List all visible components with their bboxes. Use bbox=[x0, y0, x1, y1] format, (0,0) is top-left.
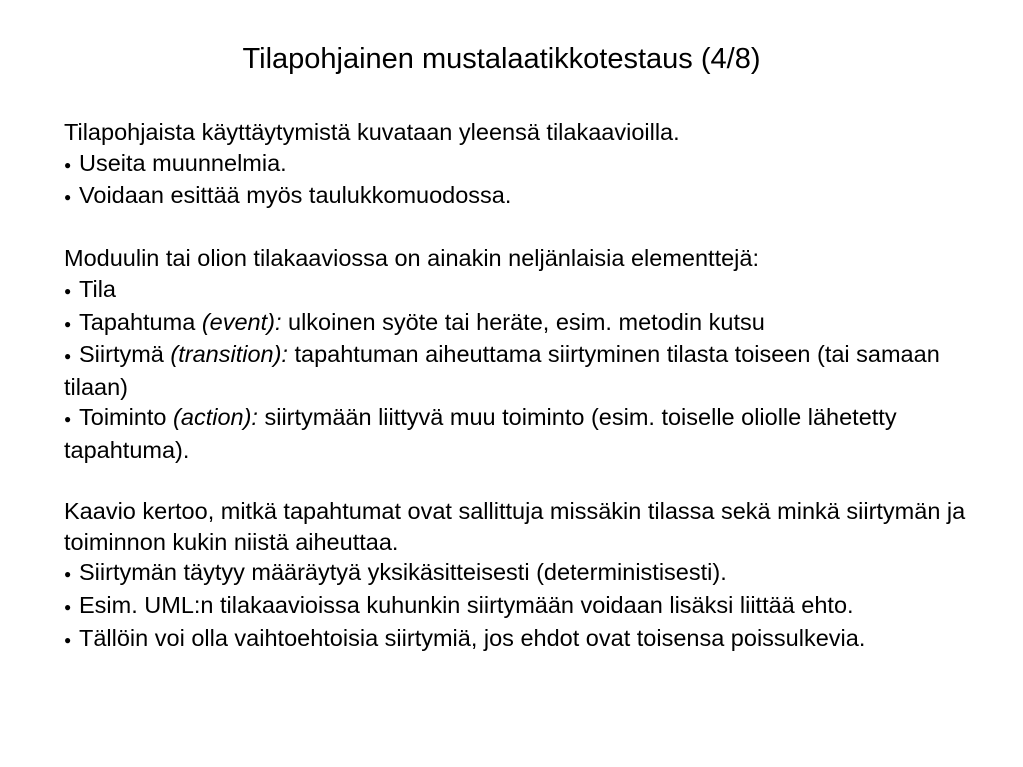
bullet-description: tapahtuman aiheuttama siirtyminen tilasta toiseen (tai samaan tilaan) bbox=[64, 341, 940, 400]
section1-intro: Tilapohjaista käyttäytymistä kuvataan yleensä tilakaavioilla. bbox=[64, 119, 680, 145]
list-item bbox=[64, 274, 974, 307]
section3-intro: Kaavio kertoo, mitkä tapahtumat ovat sallittuja missäkin tilassa sekä minkä siirtymän ja toiminnon kukin niistä aiheuttaa. bbox=[64, 498, 966, 555]
list-item bbox=[64, 402, 974, 465]
bullet-term: Tapahtuma bbox=[79, 308, 202, 335]
list-item bbox=[64, 339, 974, 402]
bullet-text: Tällöin voi olla vaihtoehtoisia siirtymiä, jos ehdot ovat toisensa poissulkevia. bbox=[79, 624, 866, 651]
bullet-text: Useita muunnelmia. bbox=[79, 149, 287, 176]
bullet-term: Siirtymä bbox=[79, 341, 171, 368]
slide-body bbox=[64, 117, 974, 655]
bullet-term: Toiminto bbox=[79, 404, 174, 431]
bullet-icon: ● bbox=[64, 567, 72, 582]
list-item bbox=[64, 307, 974, 340]
bullet-text: Siirtymän täytyy määräytyä yksikäsitteisesti (deterministisesti). bbox=[79, 559, 727, 586]
section2-intro: Moduulin tai olion tilakaaviossa on ainakin neljänlaisia elementtejä: bbox=[64, 245, 759, 272]
bullet-term-english: (event): bbox=[201, 308, 282, 335]
spacer bbox=[64, 213, 974, 244]
bullet-description: ulkoinen syöte tai heräte, esim. metodin kutsu bbox=[281, 308, 765, 335]
spacer bbox=[64, 466, 974, 497]
bullet-icon: ● bbox=[64, 283, 72, 298]
bullet-icon: ● bbox=[64, 632, 72, 647]
list-item bbox=[64, 623, 974, 656]
list-item bbox=[64, 590, 974, 623]
list-item bbox=[64, 180, 974, 213]
bullet-description: siirtymään liittyvä muu toiminto (esim. toiselle oliolle lähetetty tapahtuma). bbox=[64, 404, 897, 463]
list-item bbox=[64, 148, 974, 181]
bullet-icon: ● bbox=[64, 316, 72, 331]
bullet-icon: ● bbox=[64, 349, 72, 364]
bullet-term-english: (action): bbox=[173, 404, 258, 431]
bullet-icon: ● bbox=[64, 190, 72, 205]
bullet-icon: ● bbox=[64, 157, 72, 172]
bullet-term-english: (transition): bbox=[170, 341, 288, 368]
bullet-text: Esim. UML:n tilakaavioissa kuhunkin siirtymään voidaan lisäksi liittää ehto. bbox=[79, 591, 854, 618]
list-item bbox=[64, 557, 974, 590]
slide-title: Tilapohjainen mustalaatikkotestaus (4/8) bbox=[242, 43, 761, 75]
bullet-icon: ● bbox=[64, 412, 72, 427]
bullet-term: Tila bbox=[79, 275, 116, 302]
bullet-icon: ● bbox=[64, 599, 72, 614]
bullet-text: Voidaan esittää myös taulukkomuodossa. bbox=[79, 182, 512, 209]
